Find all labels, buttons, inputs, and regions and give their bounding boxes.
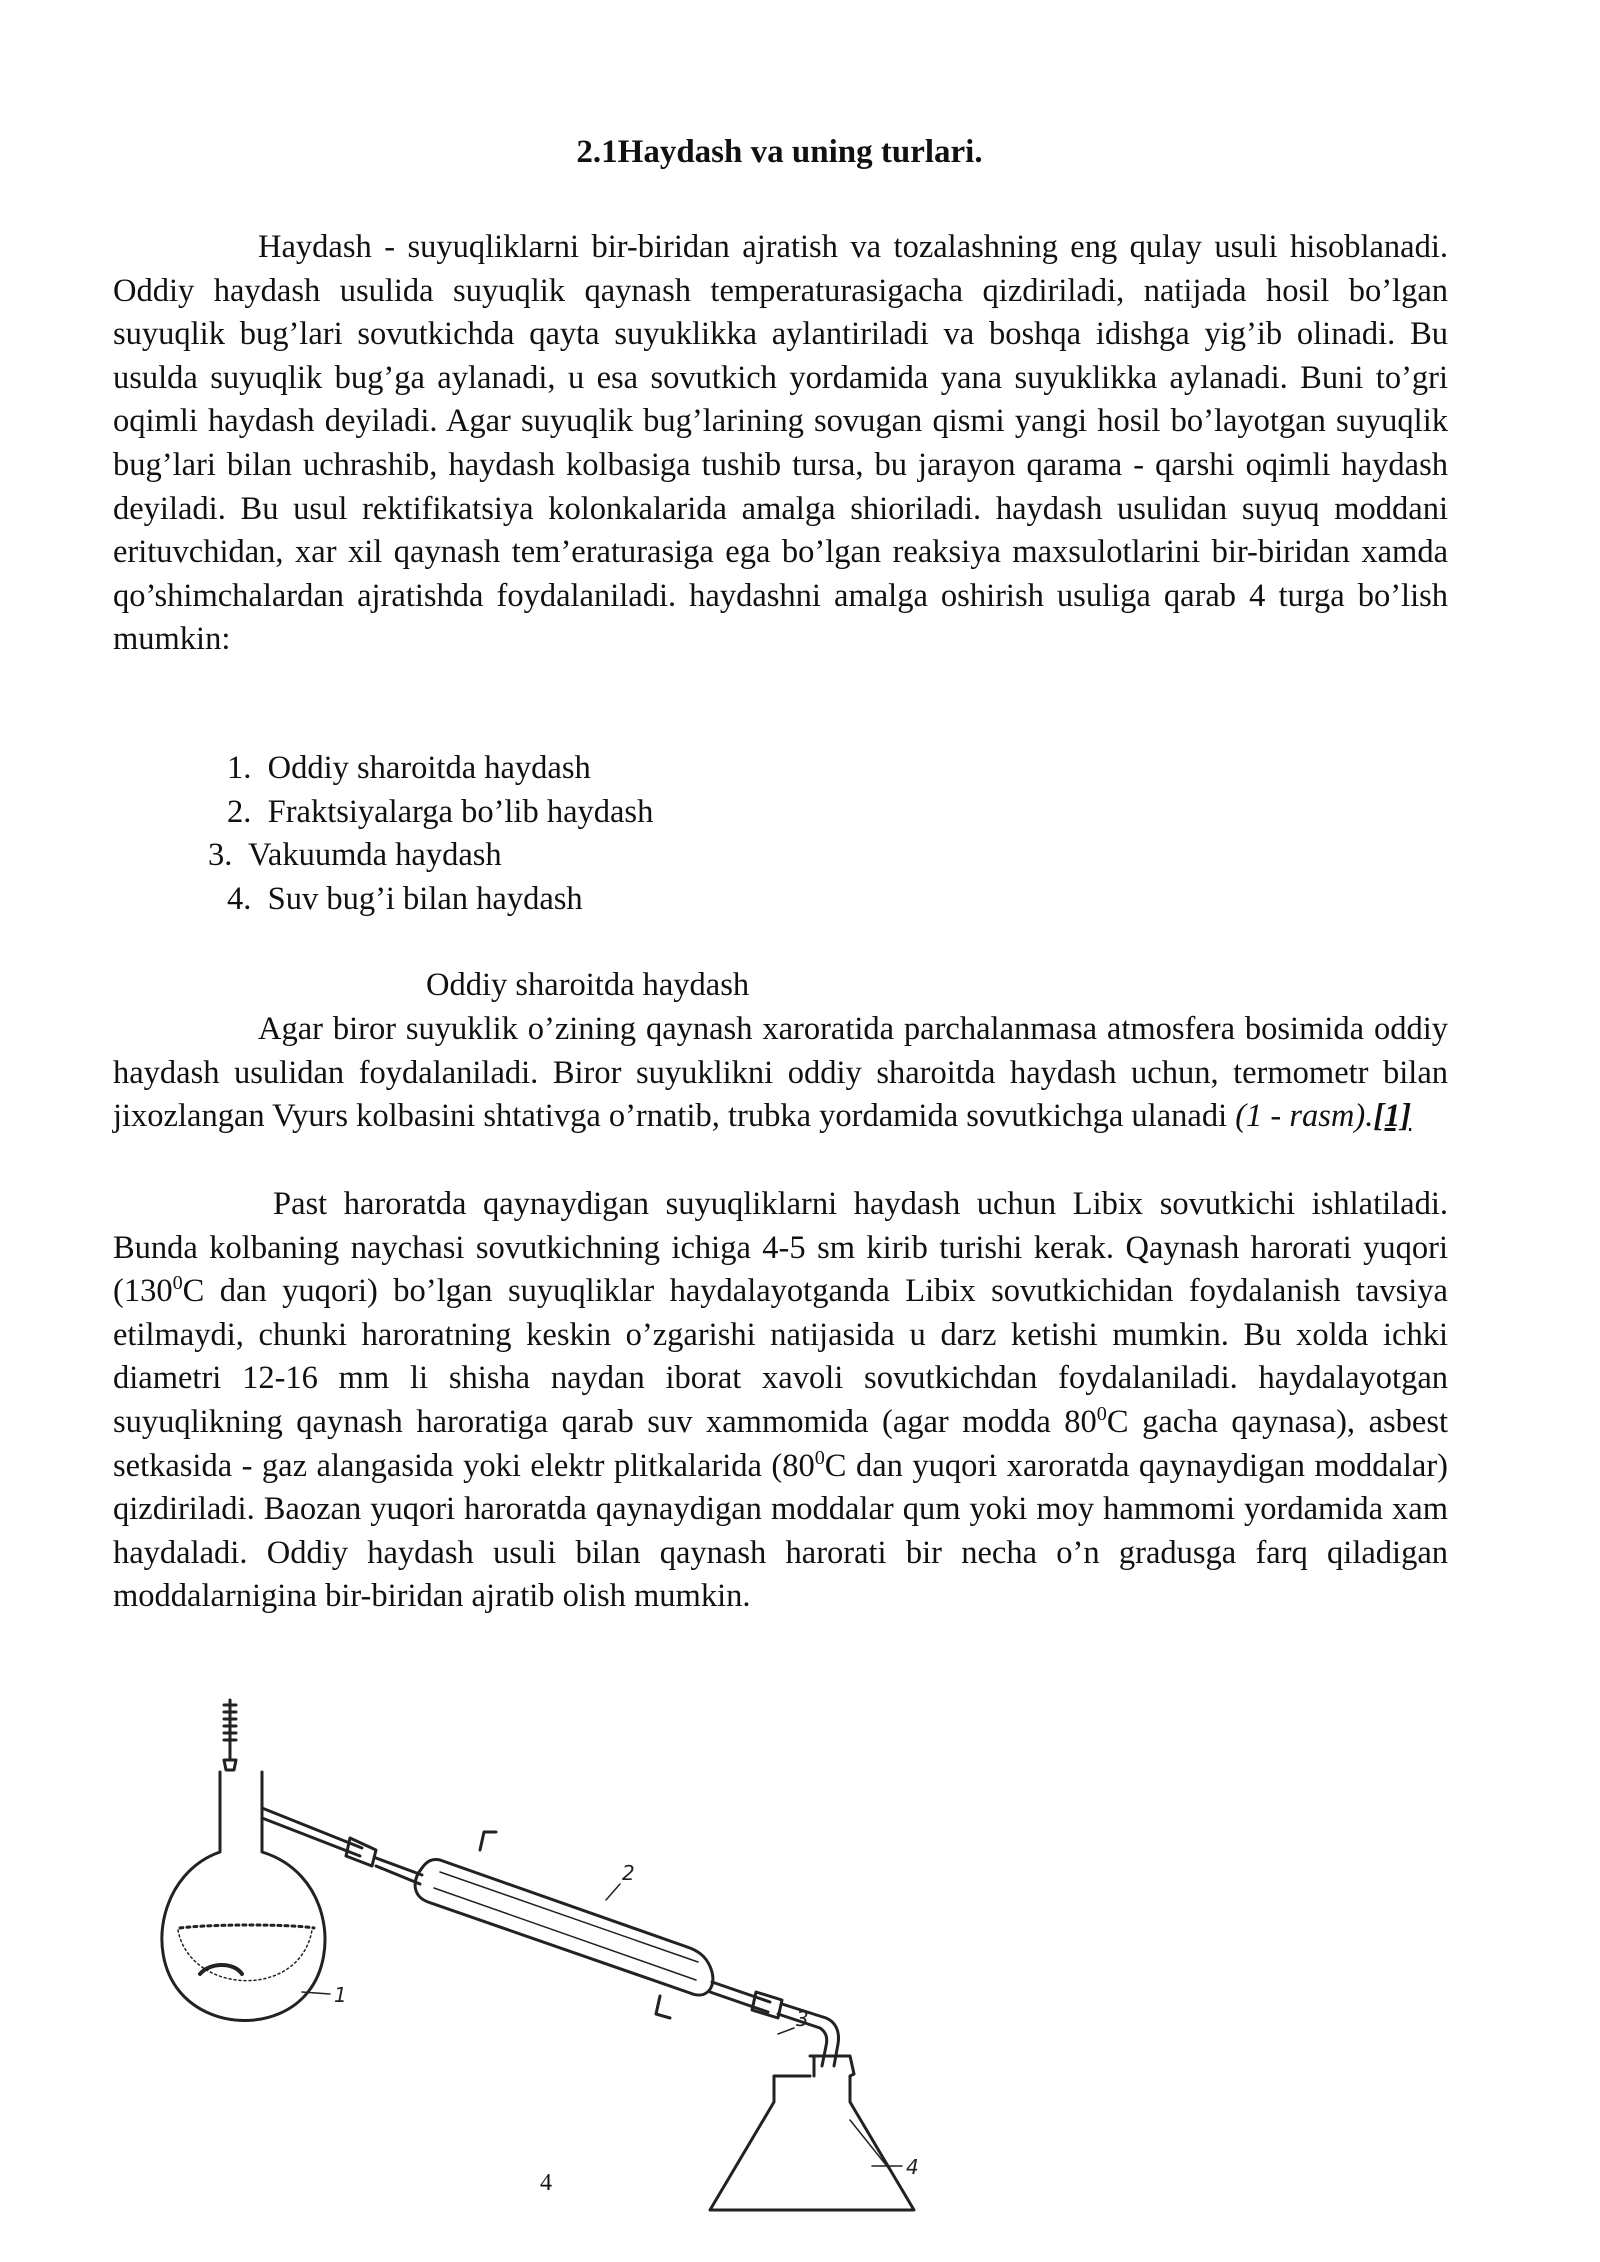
paragraph-simple-distillation: Agar biror suyuklik o’zining qaynash xaroratida parchalanmasa atmosfera bosimida oddiy haydash usulidan foydalaniladi. Biror suyuklikni oddiy sharoitda haydash uchun, termometr bilan jixozlangan Vyurs kolbasini shtativga o’rnatib, trubka yordamida sovutkichga ulanadi (1 - rasm).[1] [113, 1011, 1448, 1135]
figure-label-2: 2 [622, 1861, 635, 1885]
wurtz-flask [162, 1772, 325, 2021]
paragraph-condensers: Past haroratda qaynaydigan suyuqliklarni haydash uchun Libix sovutkichi ishlatiladi. Bunda kolbaning naychasi sovutkichning ichiga 4-5 sm kirib turishi kerak. Qaynash harorati yuqori ($130^0C$ dan yuqori) bo’lgan suyuqliklar haydalayotganda Libix sovutkichidan foydalanish tavsiya etilmaydi, chunki haroratning keskin o’zgarishi natijasida u darz ketishi mumkin. Bu xolda ichki diametri 12-16 mm li shisha naydan iborat xavoli sovutkichdan foydalaniladi. haydalayotgan suyuqlikning qaynash haroratiga qarab suv xammomida (agar modda $80^0C$ gacha qaynasa), asbest setkasida - gaz alangasida yoki elektr plitkalarida ($80^0C$ dan yuqori xaroratda qaynaydigan moddalar) qizdiriladi. Baozan yuqori haroratda qaynaydigan moddalar qum yoki moy hammomi yordamida xam haydaladi. Oddiy haydash usuli bilan qaynash harorati bir necha o’n gradusga farq qiladigan moddalarnigina bir-biridan ajratib olish mumkin. [113, 1186, 1449, 1615]
figure-label-3: 3 [796, 2007, 809, 2031]
section-title: 2.1Haydash va uning turlari. [576, 134, 983, 170]
citation-link[interactable]: [1] [1373, 1098, 1412, 1135]
distillation-apparatus-figure [150, 1700, 950, 2179]
liebig-condenser [376, 1832, 770, 2018]
page-number: 4 [540, 2170, 552, 2196]
thermometer [224, 1700, 236, 1770]
figure-label-4: 4 [906, 2155, 919, 2179]
figure-reference: (1 - rasm). [1235, 1098, 1374, 1135]
list-item: 2. Fraktsiyalarga bo’lib haydash [227, 793, 654, 830]
intro-text: Haydash - suyuqliklarni bir-biridan ajratish va tozalashning eng qulay usuli hisoblanadi. Oddiy haydash usulida suyuqlik qaynash temperaturasigacha qizdiriladi, natijada hosil bo’lgan suyuqlik bug’lari sovutkichda qayta suyuklikka aylantiriladi va boshqa idishga yig’ib olinadi. Bu usulda suyuqlik bug’ga aylanadi, u esa sovutkich yordamida yana suyuklikka aylanadi. Buni to’gri oqimli haydash deyiladi. Agar suyuqlik bug’larining sovugan qismi yangi hosil bo’layotgan suyuqlik bug’lari bilan uchrashib, haydash kolbasiga tushib tursa, bu jarayon qarama - qarshi oqimli haydash deyiladi. Bu usul rektifikatsiya kolonkalarida amalga shioriladi. haydash usulidan suyuq moddani erituvchidan, xar xil qaynash tem’eraturasiga ega bo’lgan reaksiya maxsulotlarini bir-biridan xamda qo’shimchalardan ajratishda foydalaniladi. haydashni amalga oshirish usuliga qarab 4 turga bo’lish mumkin: [113, 229, 1448, 658]
side-arm [262, 1808, 362, 1848]
subheading: Oddiy sharoitda haydash [426, 967, 750, 1003]
list-item: 4. Suv bug’i bilan haydash [227, 881, 583, 918]
list-item: 1. Oddiy sharoitda haydash [227, 750, 591, 786]
figure-label-1: 1 [334, 1983, 347, 2007]
list-item: 3. Vakuumda haydash [208, 837, 502, 874]
erlenmeyer-flask [710, 2056, 914, 2210]
distillation-types-list [0, 747, 653, 922]
intro-paragraph [113, 226, 1448, 662]
